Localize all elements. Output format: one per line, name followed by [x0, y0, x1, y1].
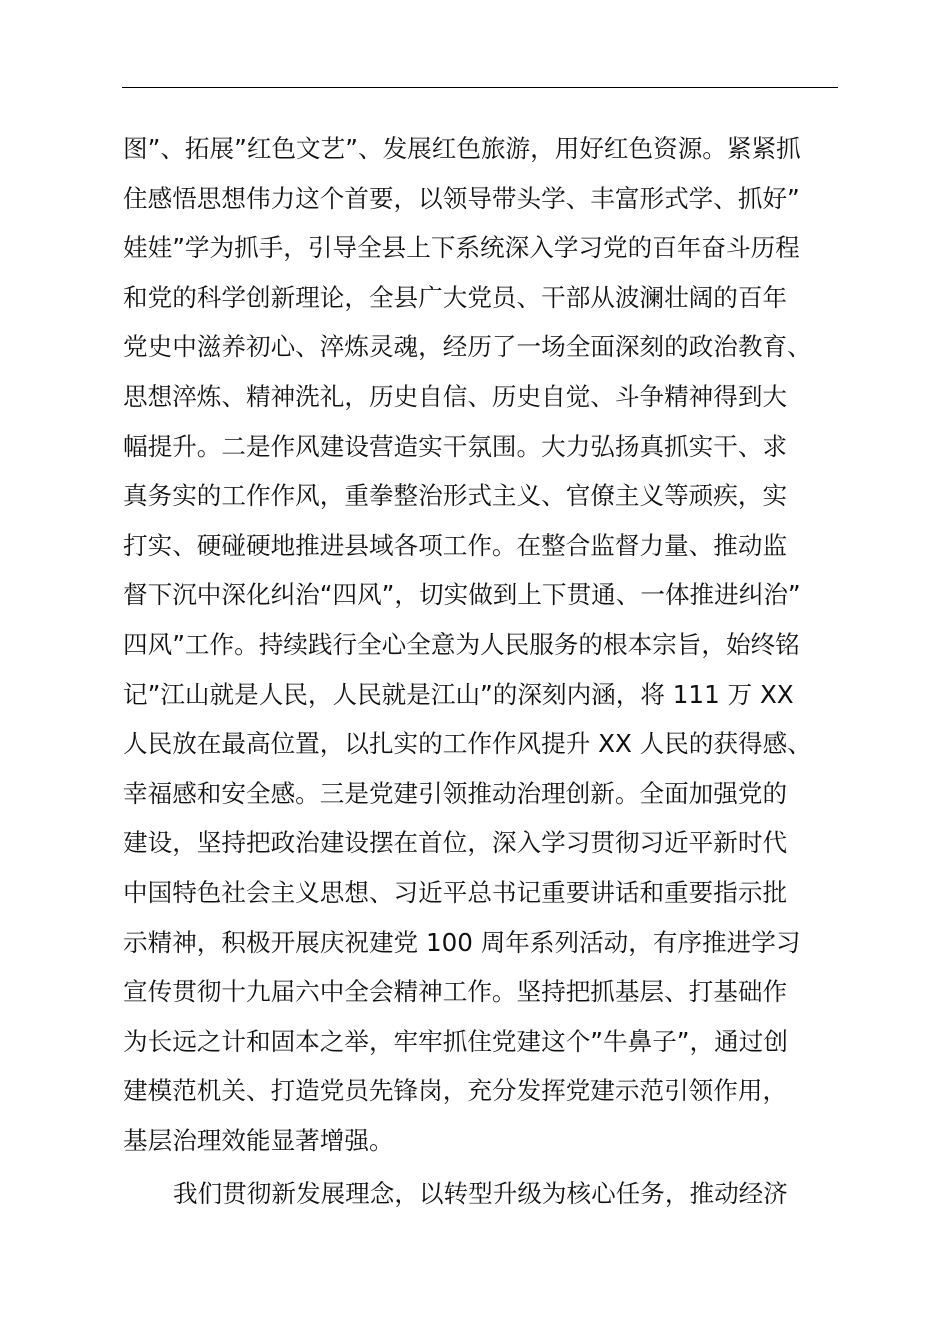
text-line: 思想淬炼、精神洗礼，历史自信、历史自觉、斗争精神得到大	[123, 381, 788, 411]
text-line: 为长远之计和固本之举，牢牢抓住党建这个”牛鼻子”，通过创	[123, 1026, 788, 1056]
text-line: 人民放在最高位置，以扎实的工作作风提升 XX 人民的获得感、	[123, 729, 812, 759]
text-line: 中国特色社会主义思想、习近平总书记重要讲话和重要指示批	[123, 877, 788, 907]
text-line: 幸福感和安全感。三是党建引领推动治理创新。全面加强党的	[123, 778, 788, 808]
text-line: 记”江山就是人民，人民就是江山”的深刻内涵，将 111 万 XX	[123, 679, 794, 709]
body-text	[123, 124, 839, 1219]
text-line: 督下沉中深化纠治“四风”，切实做到上下贯通、一体推进纠治”	[123, 580, 801, 610]
text-line: 宣传贯彻十九届六中全会精神工作。坚持把抓基层、打基础作	[123, 977, 788, 1007]
text-line: 娃娃”学为抓手，引导全县上下系统深入学习党的百年奋斗历程	[123, 233, 800, 263]
header-rule	[122, 87, 838, 88]
text-line: 幅提升。二是作风建设营造实干氛围。大力弘扬真抓实干、求	[123, 431, 788, 461]
text-line: 党史中滋养初心、淬炼灵魂，经历了一场全面深刻的政治教育、	[123, 332, 812, 362]
text-line: 和党的科学创新理论，全县广大党员、干部从波澜壮阔的百年	[123, 282, 788, 312]
text-line: 四风”工作。持续践行全心全意为人民服务的根本宗旨，始终铭	[123, 629, 800, 659]
text-line: 示精神，积极开展庆祝建党 100 周年系列活动，有序推进学习	[123, 927, 801, 957]
text-line: 真务实的工作作风，重拳整治形式主义、官僚主义等顽疾，实	[123, 481, 788, 511]
text-line: 住感悟思想伟力这个首要，以领导带头学、丰富形式学、抓好”	[123, 183, 800, 213]
text-line: 打实、硬碰硬地推进县域各项工作。在整合监督力量、推动监	[123, 530, 788, 560]
paragraph-first-line: 我们贯彻新发展理念，以转型升级为核心任务，推动经济	[173, 1179, 788, 1209]
text-line: 图”、拓展”红色文艺”、发展红色旅游，用好红色资源。紧紧抓	[123, 134, 801, 163]
text-line: 建模范机关、打造党员先锋岗，充分发挥党建示范引领作用，	[123, 1076, 788, 1106]
text-line: 基层治理效能显著增强。	[123, 1125, 394, 1155]
text-line: 建设，坚持把政治建设摆在首位，深入学习贯彻习近平新时代	[123, 828, 788, 858]
